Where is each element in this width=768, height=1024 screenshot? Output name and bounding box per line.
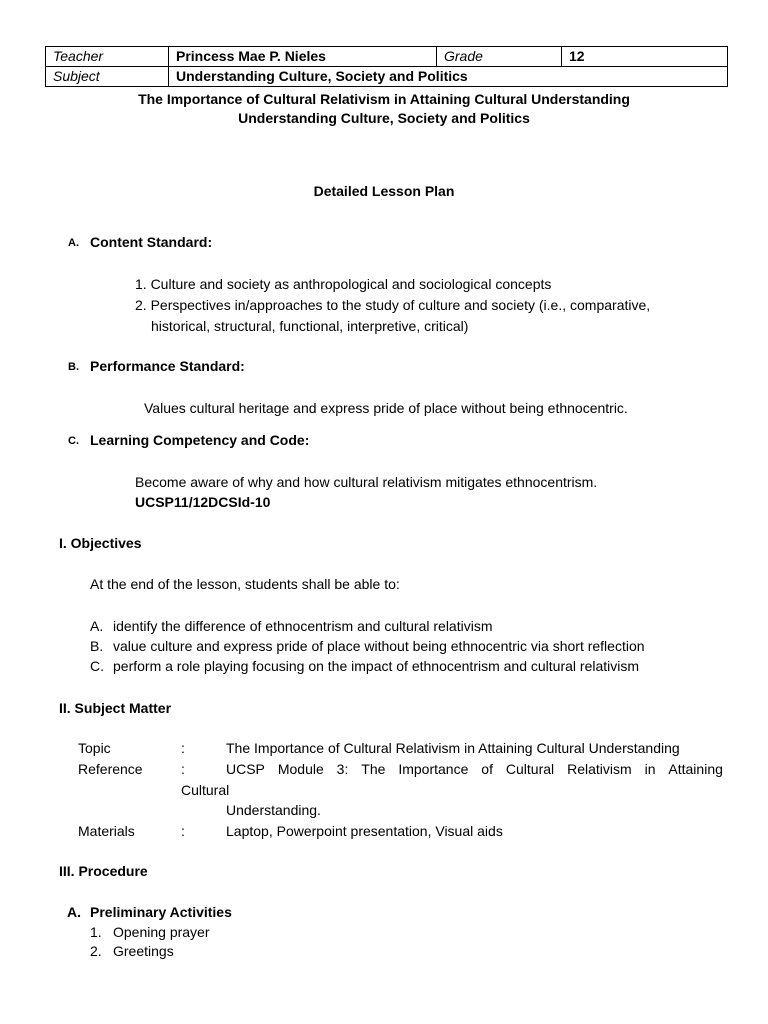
reference-word: of <box>481 761 493 777</box>
reference-value-line2: Cultural <box>181 782 230 798</box>
reference-word: Relativism <box>567 761 632 777</box>
lesson-title: The Importance of Cultural Relativism in Attaining Cultural Understanding <box>138 91 630 107</box>
reference-value-line <box>226 761 723 777</box>
content-standard-heading: Content Standard: <box>90 234 213 250</box>
materials-value: Laptop, Powerpoint presentation, Visual aids <box>226 823 503 839</box>
subject-label: Subject <box>46 67 169 87</box>
content-standard-item: 2. Perspectives in/approaches to the study of culture and society (i.e., comparative, <box>135 297 651 313</box>
teacher-row <box>46 47 728 67</box>
grade-value: 12 <box>562 47 728 67</box>
objective-letter: A. <box>90 618 104 634</box>
subject-matter-heading: II. Subject Matter <box>59 700 172 716</box>
materials-separator: : <box>181 823 185 839</box>
procedure-item-text: Opening prayer <box>113 924 210 940</box>
learning-competency-letter: C. <box>68 435 79 447</box>
content-standard-item: 1. Culture and society as anthropological and sociological concepts <box>135 276 552 292</box>
header-info-table <box>45 46 728 87</box>
topic-value: The Importance of Cultural Relativism in Attaining Cultural Understanding <box>226 740 680 756</box>
reference-word: Attaining <box>668 761 723 777</box>
learning-competency-heading: Learning Competency and Code: <box>90 432 310 448</box>
topic-label: Topic <box>78 740 111 756</box>
performance-standard-letter: B. <box>68 361 79 373</box>
reference-value-line3: Understanding. <box>226 802 321 818</box>
objective-letter: B. <box>90 638 104 654</box>
procedure-item-number: 1. <box>90 924 102 940</box>
lesson-subtitle: Understanding Culture, Society and Politics <box>238 110 530 126</box>
objective-text: value culture and express pride of place without being ethnocentric via short reflection <box>113 638 645 654</box>
preliminary-heading: Preliminary Activities <box>90 904 232 920</box>
materials-label: Materials <box>78 823 135 839</box>
subject-value: Understanding Culture, Society and Politics <box>169 67 728 87</box>
objective-letter: C. <box>90 658 104 674</box>
reference-word: The <box>361 761 386 777</box>
objective-text: identify the difference of ethnocentrism and cultural relativism <box>113 618 493 634</box>
preliminary-letter: A. <box>67 904 81 920</box>
procedure-item-number: 2. <box>90 943 102 959</box>
objectives-intro: At the end of the lesson, students shall be able to: <box>90 576 400 592</box>
procedure-heading: III. Procedure <box>59 863 148 879</box>
content-standard-letter: A. <box>68 237 79 249</box>
performance-standard-text: Values cultural heritage and express pride of place without being ethnocentric. <box>144 400 628 416</box>
reference-separator: : <box>181 761 185 777</box>
procedure-item-text: Greetings <box>113 943 174 959</box>
performance-standard-heading: Performance Standard: <box>90 358 245 374</box>
reference-word: Importance <box>398 761 469 777</box>
reference-word: in <box>644 761 656 777</box>
grade-label: Grade <box>437 47 562 67</box>
competency-code: UCSP11/12DCSId-10 <box>135 494 271 510</box>
reference-word: UCSP <box>226 761 265 777</box>
teacher-name: Princess Mae P. Nieles <box>169 47 437 67</box>
objectives-heading: I. Objectives <box>59 535 142 551</box>
reference-label: Reference <box>78 761 143 777</box>
subject-row <box>46 67 728 87</box>
learning-competency-text: Become aware of why and how cultural relativism mitigates ethnocentrism. <box>135 474 598 490</box>
objective-text: perform a role playing focusing on the impact of ethnocentrism and cultural relativism <box>113 658 640 674</box>
topic-separator: : <box>181 740 185 756</box>
teacher-label: Teacher <box>46 47 169 67</box>
reference-word: 3: <box>336 761 349 777</box>
document-type-title: Detailed Lesson Plan <box>313 183 455 199</box>
content-standard-item-continued: historical, structural, functional, interpretive, critical) <box>151 318 469 334</box>
reference-word: Cultural <box>505 761 555 777</box>
reference-word: Module <box>277 761 324 777</box>
